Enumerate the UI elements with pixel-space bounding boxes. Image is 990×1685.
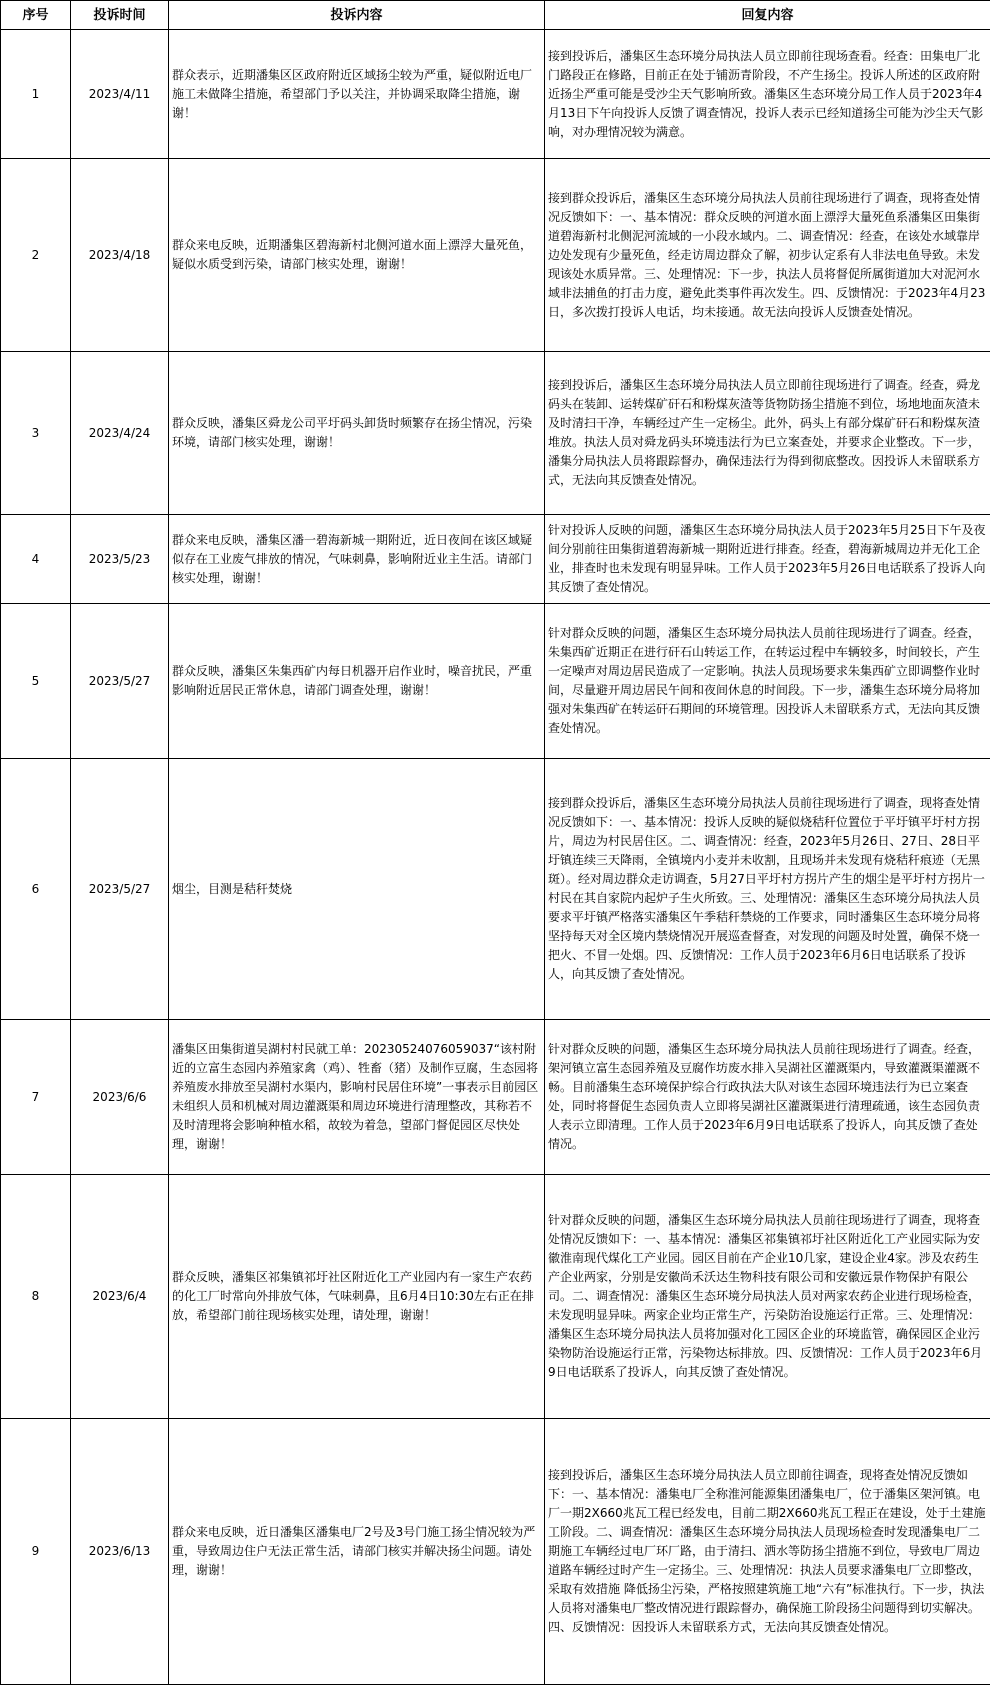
row-reply: 针对群众反映的问题，潘集区生态环境分局执法人员前往现场进行了调查。经查，朱集西矿近期正在进行矸石山转运工作，在转运过程中车辆较多，时间较长，产生一定噪声对周边居民造成了一定影响。执法人员现场要求朱集西矿立即调整作业时间，尽量避开周边居民午间和夜间休息的时间段。下一步，潘集生态环境分局将加强对朱集西矿在转运矸石期间的环境管理。因投诉人未留联系方式，无法向其反馈查处情况。: [545, 604, 990, 759]
header-row: [1, 1, 990, 30]
row-reply: 针对群众反映的问题，潘集区生态环境分局执法人员前往现场进行了调查。经查，架河镇立富生态园养殖及豆腐作坊废水排入吴湖社区灌溉渠内，导致灌溉渠灌溉不畅。目前潘集生态环境保护综合行政执法大队对该生态园环境违法行为已立案查处，同时将督促生态园负责人立即将吴湖社区灌溉渠进行清理疏通，该生态园负责人表示立即清理。工作人员于2023年6月9日电话联系了投诉人，向其反馈了查处情况。: [545, 1020, 990, 1175]
row-reply: 接到投诉后，潘集区生态环境分局执法人员立即前往现场查看。经查：田集电厂北门路段正在修路，目前正在处于铺沥青阶段，不产生扬尘。投诉人所述的区政府附近扬尘严重可能是受沙尘天气影响所致。潘集区生态环境分局工作人员于2023年4月13日下午向投诉人反馈了调查情况，投诉人表示已经知道扬尘可能为沙尘天气影响，对办理情况较为满意。: [545, 30, 990, 159]
row-content: 群众来电反映，近日潘集区潘集电厂2号及3号门施工扬尘情况较为严重，导致周边住户无法正常生活，请部门核实并解决扬尘问题。请处理，谢谢！: [169, 1419, 545, 1685]
row-date: 2023/6/6: [71, 1020, 169, 1175]
row-no: 9: [1, 1419, 71, 1685]
row-date: 2023/4/11: [71, 30, 169, 159]
row-content: 群众反映，潘集区朱集西矿内每日机器开启作业时，噪音扰民，严重影响附近居民正常休息，请部门调查处理，谢谢！: [169, 604, 545, 759]
table-row: [1, 1020, 990, 1175]
row-content: 潘集区田集街道吴湖村村民就工单：20230524076059037“该村附近的立富生态园内养殖家禽（鸡）、牲畜（猪）及制作豆腐，生态园将养殖废水排放至吴湖村水渠内，影响村民居住环境”一事表示目前园区未组织人员和机械对周边灌溉渠和周边环境进行清理整改，其称若不及时清理将会影响种植水稻，故较为着急，望部门督促园区尽快处理，谢谢！: [169, 1020, 545, 1175]
row-content: 群众反映，潘集区祁集镇祁圩社区附近化工产业园内有一家生产农药的化工厂时常向外排放气体，气味刺鼻，且6月4日10:30左右正在排放，希望部门前往现场核实处理，请处理，谢谢！: [169, 1175, 545, 1419]
row-content: 群众反映，潘集区舜龙公司平圩码头卸货时频繁存在扬尘情况，污染环境，请部门核实处理，谢谢！: [169, 352, 545, 515]
table-row: [1, 352, 990, 515]
row-reply: 接到群众投诉后，潘集区生态环境分局执法人员前往现场进行了调查，现将查处情况反馈如下：一、基本情况：群众反映的河道水面上漂浮大量死鱼系潘集区田集街道碧海新村北侧泥河流域的一小段水域内。二、调查情况：经查，在该处水域靠岸边处发现有少量死鱼，经走访周边群众了解，初步认定系有人非法电鱼导致。未发现该处水质异常。三、处理情况：下一步，执法人员将督促所属街道加大对泥河水域非法捕鱼的打击力度，避免此类事件再次发生。四、反馈情况：于2023年4月23日，多次拨打投诉人电话，均未接通。故无法向投诉人反馈查处情况。: [545, 159, 990, 352]
table-row: [1, 604, 990, 759]
header-date: 投诉时间: [71, 1, 169, 30]
table-row: [1, 1175, 990, 1419]
table-row: [1, 759, 990, 1020]
row-content: 群众来电反映，近期潘集区碧海新村北侧河道水面上漂浮大量死鱼，疑似水质受到污染，请部门核实处理，谢谢！: [169, 159, 545, 352]
row-date: 2023/6/4: [71, 1175, 169, 1419]
row-date: 2023/6/13: [71, 1419, 169, 1685]
row-no: 8: [1, 1175, 71, 1419]
row-date: 2023/5/23: [71, 515, 169, 604]
row-no: 4: [1, 515, 71, 604]
table-row: [1, 159, 990, 352]
table-row: [1, 1419, 990, 1685]
row-content: 群众来电反映，潘集区潘一碧海新城一期附近，近日夜间在该区域疑似存在工业废气排放的情况，气味刺鼻，影响附近业主生活。请部门核实处理，谢谢！: [169, 515, 545, 604]
table-row: [1, 515, 990, 604]
row-content: 群众表示，近期潘集区区政府附近区域扬尘较为严重，疑似附近电厂施工未做降尘措施，希望部门予以关注，并协调采取降尘措施，谢谢！: [169, 30, 545, 159]
table-row: [1, 30, 990, 159]
row-reply: 针对群众反映的问题，潘集区生态环境分局执法人员前往现场进行了调查，现将查处情况反馈如下：一、基本情况：潘集区祁集镇祁圩社区附近化工产业园实际为安徽淮南现代煤化工产业园。园区目前在产企业10几家，建设企业4家。涉及农药生产企业两家，分别是安徽尚禾沃达生物科技有限公司和安徽远景作物保护有限公司。二、调查情况：潘集区生态环境分局执法人员对两家农药企业进行现场检查，未发现明显异味。两家企业均正常生产，污染防治设施运行正常。三、处理情况：潘集区生态环境分局执法人员将加强对化工园区企业的环境监管，确保园区企业污染物防治设施运行正常，污染物达标排放。四、反馈情况：工作人员于2023年6月9日电话联系了投诉人，向其反馈了查处情况。: [545, 1175, 990, 1419]
row-date: 2023/4/18: [71, 159, 169, 352]
row-no: 3: [1, 352, 71, 515]
row-date: 2023/5/27: [71, 604, 169, 759]
row-reply: 针对投诉人反映的问题，潘集区生态环境分局执法人员于2023年5月25日下午及夜间分别前往田集街道碧海新城一期附近进行排查。经查，碧海新城周边并无化工企业，排查时也未发现有明显异味。工作人员于2023年5月26日电话联系了投诉人向其反馈了查处情况。: [545, 515, 990, 604]
row-date: 2023/4/24: [71, 352, 169, 515]
row-reply: 接到投诉后，潘集区生态环境分局执法人员立即前往调查，现将查处情况反馈如下：一、基本情况：潘集电厂全称淮河能源集团潘集电厂，位于潘集区架河镇。电厂一期2X660兆瓦工程已经发电，目前二期2X660兆瓦工程正在建设，处于土建施工阶段。二、调查情况：潘集区生态环境分局执法人员现场检查时发现潘集电厂二期施工车辆经过电厂环厂路，由于清扫、洒水等防扬尘措施不到位，导致电厂周边 道路车辆经过时产生一定扬尘。三、处理情况：执法人员要求潘集电厂立即整改，采取有效措施 降低扬尘污染，严格按照建筑施工地“六有”标准执行。下一步，执法人员将对潘集电厂整改情况进行跟踪督办，确保施工阶段扬尘问题得到切实解决。四、反馈情况：因投诉人未留联系方式，无法向其反馈查处情况。: [545, 1419, 990, 1685]
row-date: 2023/5/27: [71, 759, 169, 1020]
row-no: 5: [1, 604, 71, 759]
row-reply: 接到群众投诉后，潘集区生态环境分局执法人员前往现场进行了调查，现将查处情况反馈如下：一、基本情况：投诉人反映的疑似烧秸秆位置位于平圩镇平圩村方拐片，周边为村民居住区。二、调查情况：经查，2023年5月26日、27日、28日平圩镇连续三天降雨，全镇境内小麦并未收割，且现场并未发现有烧秸秆痕迹（无黑斑）。经对周边群众走访调查，5月27日平圩村方拐片产生的烟尘是平圩村方拐片一村民在其自家院内起炉子生火所致。三、处理情况：潘集区生态环境分局执法人员要求平圩镇严格落实潘集区午季秸秆禁烧的工作要求，同时潘集区生态环境分局将坚持每天对全区境内禁烧情况开展巡查督查，对发现的问题及时处置，确保不烧一把火、不冒一处烟。四、反馈情况：工作人员于2023年6月6日电话联系了投诉人，向其反馈了查处情况。: [545, 759, 990, 1020]
row-content: 烟尘，目测是秸秆焚烧: [169, 759, 545, 1020]
row-reply: 接到投诉后，潘集区生态环境分局执法人员立即前往现场进行了调查。经查，舜龙码头在装卸、运转煤矿矸石和粉煤灰渣等货物防扬尘措施不到位，场地地面灰渣未及时清扫干净，车辆经过产生一定杨尘。此外，码头上有部分煤矿矸石和粉煤灰渣堆放。执法人员对舜龙码头环境违法行为已立案查处，并要求企业整改。下一步，潘集分局执法人员将跟踪督办，确保违法行为得到彻底整改。因投诉人未留联系方式，无法向其反馈查处情况。: [545, 352, 990, 515]
row-no: 1: [1, 30, 71, 159]
header-content: 投诉内容: [169, 1, 545, 30]
row-no: 2: [1, 159, 71, 352]
row-no: 6: [1, 759, 71, 1020]
header-reply: 回复内容: [545, 1, 990, 30]
header-no: 序号: [1, 1, 71, 30]
row-no: 7: [1, 1020, 71, 1175]
